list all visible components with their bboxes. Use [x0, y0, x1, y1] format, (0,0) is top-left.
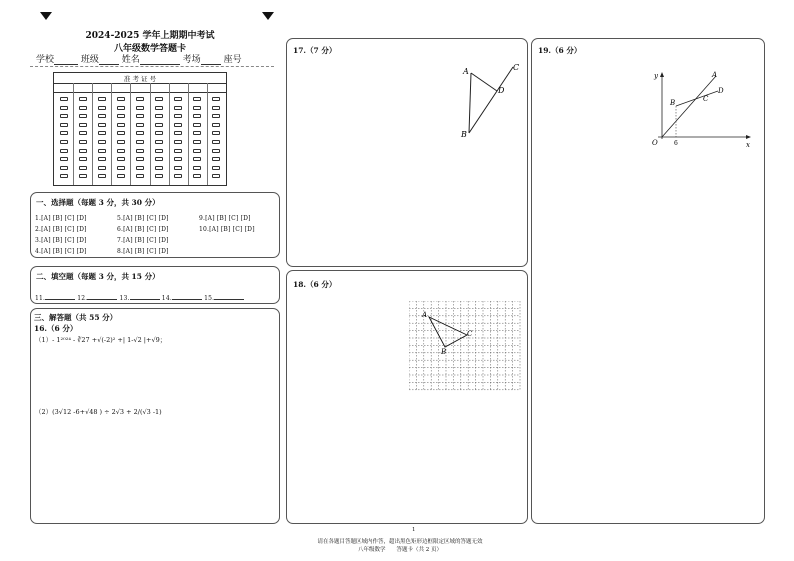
blank-11[interactable] — [45, 291, 75, 300]
exam-id-bubble[interactable] — [117, 140, 125, 144]
exam-id-bubble[interactable] — [174, 157, 182, 161]
exam-id-column-divider — [130, 83, 131, 185]
section-multiple-choice — [30, 192, 280, 258]
exam-id-bubble[interactable] — [193, 174, 201, 178]
mc-question[interactable]: 5.[A] [B] [C] [D] — [117, 215, 169, 222]
room-blank[interactable] — [201, 55, 221, 65]
exam-id-bubble[interactable] — [60, 114, 68, 118]
name-blank[interactable] — [140, 55, 180, 65]
q17-segment-ac — [471, 69, 513, 73]
exam-id-bubble[interactable] — [79, 114, 87, 118]
q18-point-b: B — [441, 348, 447, 356]
exam-id-column-divider — [169, 83, 170, 185]
q19-label-b: B — [670, 99, 676, 107]
exam-id-bubble[interactable] — [98, 114, 106, 118]
exam-id-column-divider — [73, 83, 74, 185]
exam-id-grid — [53, 72, 227, 186]
mc-question[interactable]: 7.[A] [B] [C] [D] — [117, 237, 169, 244]
exam-id-bubble[interactable] — [212, 166, 220, 170]
exam-id-bubble[interactable] — [117, 149, 125, 153]
q18-point-a: A — [422, 311, 428, 319]
blank-12[interactable] — [87, 291, 117, 300]
exam-id-column-divider — [150, 83, 151, 185]
exam-id-bubble[interactable] — [79, 174, 87, 178]
exam-id-bubble[interactable] — [193, 131, 201, 135]
exam-id-column-divider — [111, 83, 112, 185]
exam-id-bubble[interactable] — [193, 149, 201, 153]
field-seat: 座号 — [223, 55, 242, 65]
exam-id-bubble[interactable] — [98, 149, 106, 153]
q16-part2: （2）(3√12 -6+√48 ) ÷ 2√3 + 2/(√3 -1) — [35, 408, 162, 416]
q17-point-b: B — [461, 130, 467, 139]
exam-id-bubble[interactable] — [136, 123, 144, 127]
exam-id-bubble[interactable] — [98, 97, 106, 101]
exam-id-bubble[interactable] — [79, 106, 87, 110]
exam-id-bubble[interactable] — [79, 123, 87, 127]
exam-id-bubble[interactable] — [98, 123, 106, 127]
exam-id-bubble[interactable] — [136, 174, 144, 178]
card-subtitle: 八年级数学答题卡 — [113, 44, 186, 54]
exam-id-bubble[interactable] — [117, 174, 125, 178]
exam-id-bubble[interactable] — [98, 174, 106, 178]
q19-label-c: C — [703, 95, 709, 103]
exam-id-bubble[interactable] — [174, 149, 182, 153]
exam-id-bubble[interactable] — [117, 157, 125, 161]
exam-id-bubble[interactable] — [193, 123, 201, 127]
exam-id-bubble[interactable] — [79, 157, 87, 161]
q19-label-x: x — [746, 141, 750, 149]
exam-id-bubble[interactable] — [79, 149, 87, 153]
exam-title: 2024-2025 学年上期期中考试 — [85, 31, 215, 41]
q19-line-bd — [676, 91, 718, 106]
exam-id-bubble[interactable] — [174, 131, 182, 135]
mc-question[interactable]: 3.[A] [B] [C] [D] — [35, 237, 87, 244]
exam-id-column-divider — [188, 83, 189, 185]
exam-id-label-divider — [54, 83, 226, 84]
exam-id-bubble[interactable] — [212, 157, 220, 161]
blank-13-label: 13. — [119, 295, 130, 302]
q19-y-arrow — [660, 72, 664, 77]
blank-14-label: 14. — [161, 295, 172, 302]
exam-id-bubble[interactable] — [174, 166, 182, 170]
exam-id-bubble[interactable] — [174, 123, 182, 127]
page-number: 1 — [412, 527, 416, 533]
exam-id-bubble[interactable] — [136, 106, 144, 110]
exam-id-bubble[interactable] — [79, 166, 87, 170]
exam-id-bubble[interactable] — [79, 131, 87, 135]
corner-mark-right — [262, 12, 274, 20]
exam-id-bubble[interactable] — [79, 97, 87, 101]
exam-id-bubble[interactable] — [117, 166, 125, 170]
exam-id-bubble[interactable] — [117, 97, 125, 101]
exam-id-bubble[interactable] — [212, 131, 220, 135]
exam-id-bubble[interactable] — [193, 140, 201, 144]
exam-id-bubble[interactable] — [136, 157, 144, 161]
exam-id-bubble[interactable] — [79, 140, 87, 144]
exam-id-bubble[interactable] — [174, 174, 182, 178]
section3-title: 三、解答题（共 55 分） — [34, 313, 118, 322]
exam-id-bubble[interactable] — [193, 106, 201, 110]
exam-id-bubble[interactable] — [98, 131, 106, 135]
exam-id-bubble[interactable] — [98, 106, 106, 110]
exam-id-bubble[interactable] — [98, 157, 106, 161]
mc-question[interactable]: 6.[A] [B] [C] [D] — [117, 226, 169, 233]
section-fill-blank — [30, 266, 280, 304]
exam-id-bubble[interactable] — [174, 97, 182, 101]
q19-label-o: O — [652, 139, 658, 147]
q17-segment-ab — [469, 73, 471, 133]
student-info-line — [36, 52, 276, 65]
mc-question[interactable]: 2.[A] [B] [C] [D] — [35, 226, 87, 233]
exam-id-bubble[interactable] — [193, 114, 201, 118]
q17-label: 17.（7 分） — [293, 46, 337, 55]
exam-id-bubble[interactable] — [136, 166, 144, 170]
mc-question[interactable]: 4.[A] [B] [C] [D] — [35, 248, 87, 255]
exam-id-column-divider — [207, 83, 208, 185]
exam-id-bubble[interactable] — [60, 106, 68, 110]
school-blank[interactable] — [54, 55, 78, 65]
exam-id-bubble[interactable] — [155, 157, 163, 161]
blank-15-label: 15. — [204, 295, 215, 302]
section2-title: 二、填空题（每题 3 分，共 15 分） — [36, 272, 160, 281]
exam-id-bubble[interactable] — [117, 114, 125, 118]
q17-point-d: D — [498, 86, 505, 95]
mc-question[interactable]: 10.[A] [B] [C] [D] — [199, 226, 255, 233]
exam-id-bubble[interactable] — [155, 149, 163, 153]
exam-id-bubble[interactable] — [155, 174, 163, 178]
exam-id-bubble[interactable] — [212, 149, 220, 153]
exam-id-bubble[interactable] — [212, 140, 220, 144]
exam-id-bubble[interactable] — [60, 140, 68, 144]
exam-id-bubble[interactable] — [155, 106, 163, 110]
q18-triangle — [429, 317, 467, 347]
corner-mark-left — [40, 12, 52, 20]
exam-id-bubble[interactable] — [174, 140, 182, 144]
exam-id-bubble[interactable] — [193, 97, 201, 101]
exam-id-write-row-divider — [54, 92, 226, 93]
q19-label-y: y — [654, 72, 658, 80]
exam-id-bubble[interactable] — [117, 131, 125, 135]
exam-id-bubble[interactable] — [155, 140, 163, 144]
field-room: 考场 — [182, 55, 201, 65]
q16-part1: （1）- 1²⁰²⁴ - ∛27 +√(-2)² +| 1-√2 |+√9； — [35, 336, 167, 344]
field-name: 姓名 — [121, 55, 140, 65]
exam-id-bubble[interactable] — [60, 123, 68, 127]
exam-id-bubble[interactable] — [136, 140, 144, 144]
exam-id-column-divider — [92, 83, 93, 185]
q18-grid-figure — [409, 301, 521, 391]
blank-12-label: 12. — [77, 295, 88, 302]
field-class: 班级 — [80, 55, 99, 65]
answer-box-q17 — [286, 38, 528, 267]
class-blank[interactable] — [99, 55, 119, 65]
field-school: 学校 — [36, 55, 55, 65]
section-solutions — [30, 308, 280, 524]
mc-question[interactable]: 1.[A] [B] [C] [D] — [35, 215, 87, 222]
q17-segment-bc — [469, 67, 513, 133]
exam-id-bubble[interactable] — [174, 114, 182, 118]
exam-id-bubble[interactable] — [136, 131, 144, 135]
q17-point-a: A — [463, 67, 469, 76]
exam-id-bubble[interactable] — [155, 131, 163, 135]
answer-box-q19 — [531, 38, 765, 524]
exam-id-label: 准 考 证 号 — [123, 75, 157, 83]
q17-segment-ad — [471, 73, 497, 91]
exam-id-bubble[interactable] — [60, 97, 68, 101]
exam-id-bubble[interactable] — [193, 166, 201, 170]
q18-point-c: C — [467, 330, 473, 338]
exam-id-bubble[interactable] — [98, 140, 106, 144]
exam-id-bubble[interactable] — [60, 149, 68, 153]
exam-id-bubble[interactable] — [155, 123, 163, 127]
exam-id-bubble[interactable] — [174, 106, 182, 110]
exam-id-bubble[interactable] — [136, 149, 144, 153]
blank-answers — [35, 291, 244, 302]
exam-id-bubble[interactable] — [60, 131, 68, 135]
q19-coordinate-figure — [644, 69, 754, 151]
exam-id-bubble[interactable] — [60, 157, 68, 161]
q19-label-d: D — [718, 87, 724, 95]
blank-11-label: 11. — [35, 295, 46, 302]
q19-label-a: A — [712, 71, 718, 79]
exam-id-bubble[interactable] — [136, 114, 144, 118]
q16-label: 16.（6 分） — [34, 324, 78, 333]
q18-label: 18.（6 分） — [293, 280, 337, 289]
exam-id-bubble[interactable] — [155, 114, 163, 118]
answer-box-q18 — [286, 270, 528, 524]
q19-x-arrow — [746, 135, 751, 139]
blank-13[interactable] — [130, 291, 160, 300]
exam-id-bubble[interactable] — [212, 106, 220, 110]
footer-info: 八年级数学 答题卡（共 2 页） — [358, 547, 442, 553]
section1-title: 一、选择题（每题 3 分，共 30 分） — [36, 198, 160, 207]
exam-id-bubble[interactable] — [193, 157, 201, 161]
exam-id-bubble[interactable] — [117, 106, 125, 110]
exam-id-bubble[interactable] — [212, 123, 220, 127]
blank-14[interactable] — [172, 291, 202, 300]
exam-id-bubble[interactable] — [60, 166, 68, 170]
blank-15[interactable] — [214, 291, 244, 300]
exam-id-bubble[interactable] — [212, 174, 220, 178]
q19-label: 19.（6 分） — [538, 46, 582, 55]
q19-label-6: 6 — [674, 140, 678, 147]
exam-id-bubble[interactable] — [155, 97, 163, 101]
q17-figure — [457, 61, 527, 141]
mc-question[interactable]: 8.[A] [B] [C] [D] — [117, 248, 169, 255]
exam-id-bubble[interactable] — [117, 123, 125, 127]
exam-id-bubble[interactable] — [155, 166, 163, 170]
exam-id-bubble[interactable] — [98, 166, 106, 170]
footer-note: 请在各题目答题区域内作答，超出黑色矩形边框限定区域的答题无效 — [317, 539, 483, 545]
exam-id-bubble[interactable] — [136, 97, 144, 101]
exam-id-bubble[interactable] — [212, 97, 220, 101]
exam-id-bubble[interactable] — [60, 174, 68, 178]
header-divider — [30, 66, 274, 67]
mc-question[interactable]: 9.[A] [B] [C] [D] — [199, 215, 251, 222]
exam-id-bubble[interactable] — [212, 114, 220, 118]
q17-point-c: C — [513, 63, 520, 72]
